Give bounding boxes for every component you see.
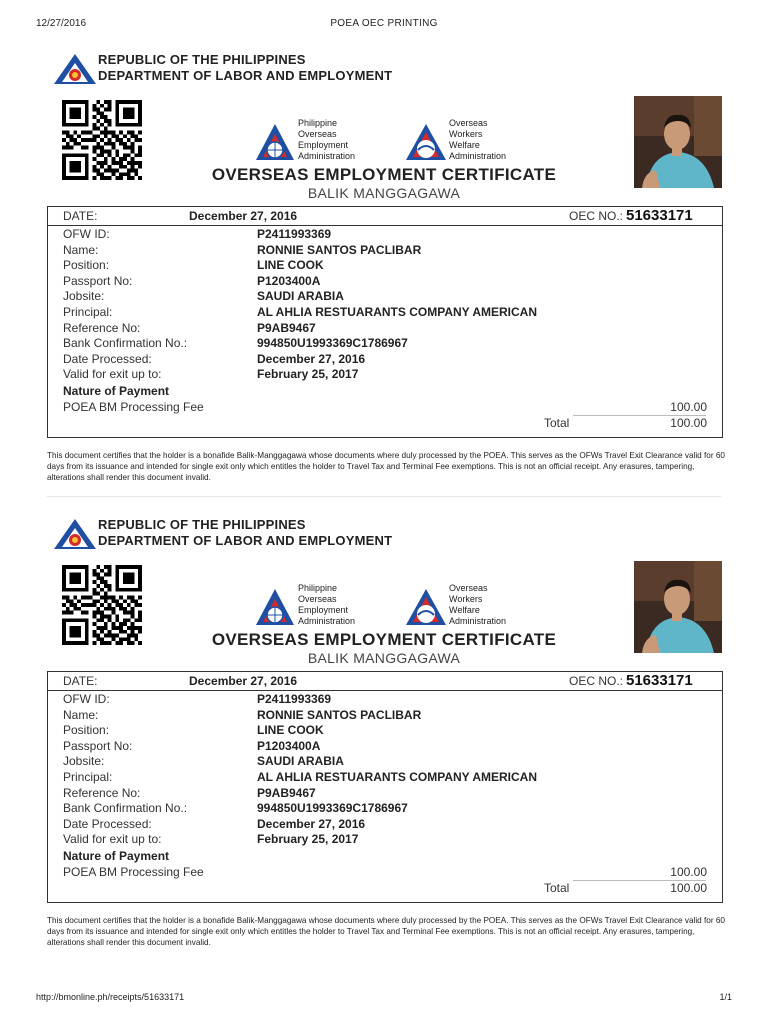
certificate-subtitle: BALIK MANGGAGAWA [307,185,461,201]
field-value: P1203400A [257,273,321,288]
fee-name: POEA BM Processing Fee [63,865,204,879]
field-row [48,352,722,368]
agency-header [98,517,392,549]
field-row [48,801,722,817]
field-label: Position: [63,723,110,738]
field-value: P1203400A [257,738,321,753]
field-row [48,274,722,290]
field-value: AL AHLIA RESTUARANTS COMPANY AMERICAN [257,770,538,784]
certificate-copy-2 [0,465,768,947]
nature-of-payment-heading: Nature of Payment [63,849,170,863]
field-label: Valid for exit up to: [63,367,162,382]
nature-of-payment-heading: Nature of Payment [63,384,170,398]
field-row [48,770,722,786]
agency-line-1: REPUBLIC OF THE PHILIPPINES [98,52,306,67]
certificate-details-box [47,206,723,438]
certificate-details-box [47,671,723,903]
oec-number: 51633171 [626,207,693,224]
certificate-title: OVERSEAS EMPLOYMENT CERTIFICATE [211,165,557,184]
disclaimer-text: This document certifies that the holder is a bonafide Balik-Manggagawa whose documents where duly processed by the POEA. This serves as the OFWs Travel Exit Clearance valid for 60 days from its issuance and intended for single exit only which entitles the holder to Travel Tax and Terminal Fee exemptions. This is not an official receipt. Any erasures, tampering, alterations shall render this document invalid. [47,916,725,947]
field-value: P9AB9467 [257,785,316,800]
field-value: AL AHLIA RESTUARANTS COMPANY AMERICAN [257,305,538,319]
field-label: Name: [63,707,99,722]
certificate-title: OVERSEAS EMPLOYMENT CERTIFICATE [211,630,557,649]
agency-line-2: DEPARTMENT OF LABOR AND EMPLOYMENT [98,533,393,548]
field-label: Date Processed: [63,816,152,831]
field-label: Bank Confirmation No.: [63,336,188,351]
field-value: P2411993369 [257,227,332,241]
field-row [48,289,722,305]
field-label: Jobsite: [63,289,105,304]
field-row [48,258,722,274]
field-value: December 27, 2016 [257,351,366,366]
oec-label: OEC NO.: [569,674,624,688]
field-label: Passport No: [63,273,133,288]
field-label: Jobsite: [63,754,105,769]
certificate-subtitle: BALIK MANGGAGAWA [307,650,461,666]
date-value: December 27, 2016 [189,674,298,688]
field-row [48,786,722,802]
field-row [48,243,722,259]
field-row [48,708,722,724]
field-row [48,739,722,755]
date-line [48,207,722,226]
total-amount: 100.00 [670,416,707,430]
total-label: Total [544,416,570,430]
field-value: December 27, 2016 [257,816,366,831]
poea-logo-icon [254,122,296,162]
field-value: RONNIE SANTOS PACLIBAR [257,242,422,257]
field-value: RONNIE SANTOS PACLIBAR [257,707,422,722]
agency-line-2: DEPARTMENT OF LABOR AND EMPLOYMENT [98,68,393,83]
field-row [48,692,722,708]
field-row [48,321,722,337]
poea-name: Philippine Overseas Employment Administration [298,118,356,161]
field-row [48,227,722,243]
date-label: DATE: [63,209,98,223]
field-label: Reference No: [63,320,141,335]
print-title: POEA OEC PRINTING [330,18,438,29]
field-row [48,817,722,833]
field-label: Date Processed: [63,351,152,366]
field-row [48,305,722,321]
field-label: Principal: [63,770,113,784]
dole-seal-icon [52,52,98,86]
field-value: February 25, 2017 [257,832,359,847]
field-label: Passport No: [63,738,133,753]
oec-label: OEC NO.: [569,209,624,223]
agency-header [98,52,392,84]
certificate-copy-1 [0,0,768,482]
fee-name: POEA BM Processing Fee [63,400,204,414]
page-url: http://bmonline.ph/receipts/51633171 [36,992,185,1002]
field-row [48,832,722,848]
copy-separator [47,496,721,497]
total-label: Total [544,881,570,895]
field-value: LINE COOK [257,258,324,273]
fee-amount: 100.00 [670,865,707,879]
fee-amount: 100.00 [670,400,707,414]
owwa-logo-icon [404,122,448,162]
field-label: Principal: [63,305,113,319]
field-value: LINE COOK [257,723,324,738]
date-label: DATE: [63,674,98,688]
owwa-logo-icon [404,587,448,627]
field-label: OFW ID: [63,227,110,241]
field-label: Valid for exit up to: [63,832,162,847]
poea-logo-icon [254,587,296,627]
field-label: Reference No: [63,785,141,800]
owwa-name: Overseas Workers Welfare Administration [449,118,507,161]
field-label: Bank Confirmation No.: [63,801,188,816]
oec-number: 51633171 [626,672,693,689]
field-label: OFW ID: [63,692,110,706]
field-value: SAUDI ARABIA [257,754,344,769]
field-value: SAUDI ARABIA [257,289,344,304]
field-value: P2411993369 [257,692,332,706]
date-line [48,672,722,691]
total-amount: 100.00 [670,881,707,895]
field-row [48,723,722,739]
field-label: Position: [63,258,110,273]
field-label: Name: [63,242,99,257]
field-value: 994850U1993369C1786967 [257,801,408,816]
agency-line-1: REPUBLIC OF THE PHILIPPINES [98,517,306,532]
page-number: 1/1 [719,992,732,1002]
field-row [48,336,722,352]
field-row [48,367,722,383]
dole-seal-icon [52,517,98,551]
field-value: P9AB9467 [257,320,316,335]
date-value: December 27, 2016 [189,209,298,223]
disclaimer-text: This document certifies that the holder is a bonafide Balik-Manggagawa whose documents where duly processed by the POEA. This serves as the OFWs Travel Exit Clearance valid for 60 days from its issuance and intended for single exit only which entitles the holder to Travel Tax and Terminal Fee exemptions. This is not an official receipt. Any erasures, tampering, alterations shall render this document invalid. [47,451,725,482]
field-row [48,754,722,770]
field-value: February 25, 2017 [257,367,359,382]
poea-name: Philippine Overseas Employment Administration [298,583,356,626]
field-value: 994850U1993369C1786967 [257,336,408,351]
owwa-name: Overseas Workers Welfare Administration [449,583,507,626]
print-date: 12/27/2016 [36,18,87,29]
